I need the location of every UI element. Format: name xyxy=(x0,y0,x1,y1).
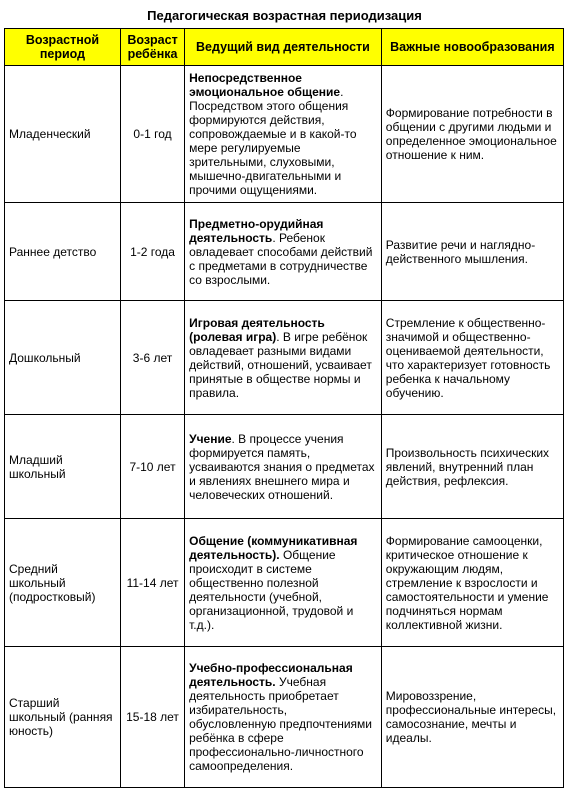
activity-description: . В процессе учения формируется память, усваиваются знания о предметах и явлениях внешнего мира и человеческих отношений. xyxy=(189,431,375,502)
neoformation-cell: Развитие речи и наглядно-действенного мышления. xyxy=(381,203,563,301)
table-row xyxy=(5,203,564,301)
activity-cell xyxy=(185,203,382,301)
neoformation-cell: Формирование потребности в общении с другими людьми и определенное эмоциональное отношение к ним. xyxy=(381,66,563,203)
activity-name: Учение xyxy=(189,431,232,446)
period-cell: Раннее детство xyxy=(5,203,121,301)
age-cell: 1-2 года xyxy=(120,203,184,301)
activity-description: . Ребенок овладевает способами действий с предметами в сотрудничестве со взрослыми. xyxy=(189,230,373,287)
header-neo: Важные новообразования xyxy=(381,29,563,66)
activity-cell xyxy=(185,301,382,415)
activity-name: Игровая деятельность (ролевая игра) xyxy=(189,315,325,344)
table-row xyxy=(5,519,564,647)
activity-description: Общение происходит в системе общественно полезной деятельности (учебной, организационной, трудовой и т.д.). xyxy=(189,547,354,632)
table-row xyxy=(5,301,564,415)
age-cell: 15-18 лет xyxy=(120,647,184,788)
periodization-table xyxy=(4,28,564,788)
neoformation-cell: Произвольность психических явлений, внутренний план действия, рефлексия. xyxy=(381,415,563,519)
age-cell: 0-1 год xyxy=(120,66,184,203)
neoformation-cell: Мировоззрение, профессиональные интересы, самосознание, мечты и идеалы. xyxy=(381,647,563,788)
activity-cell xyxy=(185,66,382,203)
header-activity: Ведущий вид деятельности xyxy=(185,29,382,66)
period-cell: Старший школьный (ранняя юность) xyxy=(5,647,121,788)
period-cell: Младенческий xyxy=(5,66,121,203)
activity-cell xyxy=(185,647,382,788)
table-row xyxy=(5,66,564,203)
page-title: Педагогическая возрастная периодизация xyxy=(147,8,422,23)
period-cell: Младший школьный xyxy=(5,415,121,519)
activity-cell xyxy=(185,519,382,647)
period-cell: Дошкольный xyxy=(5,301,121,415)
age-cell: 7-10 лет xyxy=(120,415,184,519)
age-cell: 3-6 лет xyxy=(120,301,184,415)
table-row xyxy=(5,647,564,788)
activity-description: Учебная деятельность приобретает избирательность, обусловленную предпочтениями ребёнка в сфере профессионально-личностного самоопределения. xyxy=(189,675,372,773)
table-row xyxy=(5,415,564,519)
activity-name: Предметно-орудийная деятельность xyxy=(189,216,324,245)
age-cell: 11-14 лет xyxy=(120,519,184,647)
activity-name: Учебно-профессиональная деятельность. xyxy=(189,661,353,689)
table-header-row xyxy=(5,29,564,66)
activity-description: . Посредством этого общения формируются действия, сопровождаемые и в какой-то мере регулируемые зрительными, слуховыми, мышечно-двигательными и прочими ощущениями. xyxy=(189,85,357,197)
activity-name: Общение (коммуникативная деятельность). xyxy=(189,533,358,562)
header-period: Возрастной период xyxy=(5,29,121,66)
activity-cell xyxy=(185,415,382,519)
neoformation-cell: Стремление к общественно-значимой и общественно-оцениваемой деятельности, что характеризует готовность ребенка к начальному обучению. xyxy=(381,301,563,415)
period-cell: Средний школьный (подростковый) xyxy=(5,519,121,647)
activity-description: . В игре ребёнок овладевает разными видами действий, отношений, усваивает принятые в обществе нормы и правила. xyxy=(189,329,372,400)
activity-name: Непосредственное эмоциональное общение xyxy=(189,71,341,99)
neoformation-cell: Формирование самооценки, критическое отношение к окружающим людям, стремление к взрослости и самостоятельности и умение подчиняться нормам коллективной жизни. xyxy=(381,519,563,647)
header-age: Возраст ребёнка xyxy=(120,29,184,66)
